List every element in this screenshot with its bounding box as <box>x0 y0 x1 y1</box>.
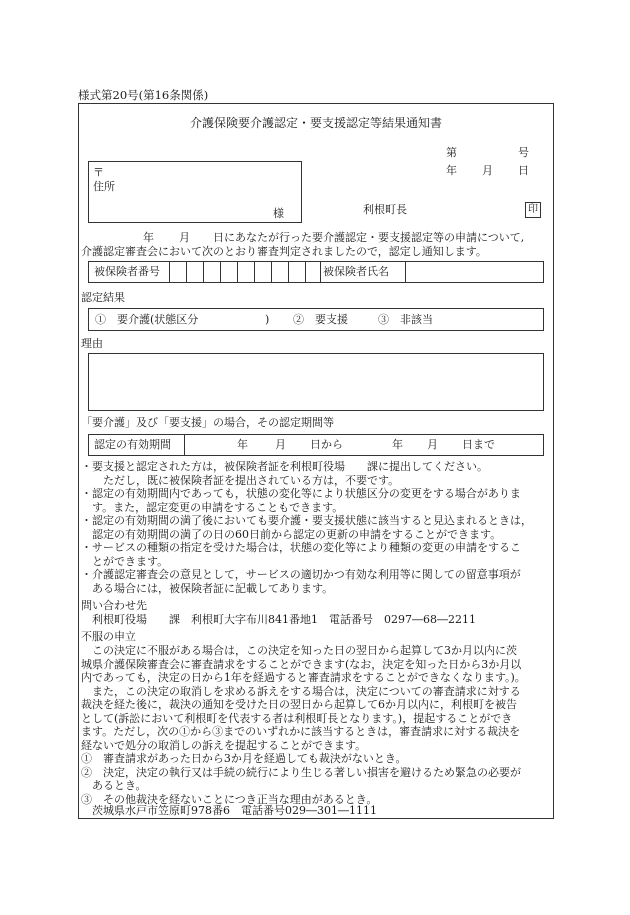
date-day: 日 <box>518 164 529 177</box>
period-from-month: 月 <box>275 438 286 451</box>
contact-heading: 問い合わせ先 <box>81 599 147 612</box>
appeal-line: として(訴訟において利根町を代表する者は利根町長となります。)，提起することができ <box>81 711 513 725</box>
number-go: 号 <box>518 146 529 159</box>
appeal-line: 城県介護保険審査会に審査請求をすることができます(なお，決定を知った日から3か月以 <box>81 657 522 671</box>
appeal-line: 茨城県水戸市笠原町978番6 電話番号029―301―1111 <box>81 804 377 817</box>
intro-year: 年 <box>143 231 154 244</box>
appeal-line: ① 審査請求があった日から3か月を経過しても裁決がないとき。 <box>81 752 407 765</box>
result-label: 認定結果 <box>81 291 125 304</box>
result-option-1-close: ) <box>265 313 270 326</box>
appeal-line: 経ないで処分の取消しの訴えを提起することができます。 <box>81 738 367 752</box>
address-label: 住所 <box>93 180 115 193</box>
note-line: とができます。 <box>81 554 169 568</box>
contact-line: 利根町役場 課 利根町大字布川841番地1 電話番号 0297―68―2211 <box>81 613 476 626</box>
note-line: ・認定の有効期間内であっても，状態の変化等により状態区分の変更をする場合がありま <box>81 487 521 500</box>
seal-mark: 印 <box>525 202 541 218</box>
date-month: 月 <box>482 164 493 177</box>
insured-name-label: 被保険者氏名 <box>323 265 389 278</box>
intro-line1: 日にあなたが行った要介護認定・要支援認定等の申請について, <box>213 231 525 244</box>
result-option-2: ② 要支援 <box>293 313 348 326</box>
appeal-line: この決定に不服がある場合は，この決定を知った日の翌日から起算して3か月以内に茨 <box>81 644 517 657</box>
appeal-line: あるとき。 <box>81 779 147 792</box>
note-line: す。また，認定変更の申請をすることもできます。 <box>81 500 344 514</box>
address-box <box>88 161 302 223</box>
result-option-3: ③ 非該当 <box>378 313 433 326</box>
note-line: ・認定の有効期間の満了後においても要介護・要支援状態に該当すると見込まれるときは， <box>81 514 532 527</box>
result-option-1: ① 要介護(状態区分 <box>95 313 199 326</box>
intro-month: 月 <box>179 231 190 244</box>
period-from-year: 年 <box>237 438 248 451</box>
appeal-line: 裁決を経た後に，裁決の通知を受けた日の翌日から起算して6か月以内に，利根町を被告 <box>81 698 517 711</box>
note-line: ・介護認定審査会の意見として，サービスの適切かつ有効な利用等に関しての留意事項が <box>81 568 521 581</box>
reason-box <box>88 353 544 411</box>
appeal-line: 内であっても，決定の日から1年を経過すると審査請求をすることができなくなります。)。 <box>81 671 526 684</box>
appeal-heading: 不服の申立 <box>81 630 136 643</box>
appeal-line: ② 決定，決定の執行又は手続の続行により生じる著しい損害を避けるため緊急の必要が <box>81 765 521 779</box>
postal-mark: 〒 <box>93 166 104 179</box>
note-line: ただし，既に被保険者証を提出されている方は，不要です。 <box>81 473 400 487</box>
note-line: ・要支援と認定された方は，被保険者証を利根町役場 課に提出してください。 <box>81 460 488 473</box>
document-title: 介護保険要介護認定・要支援認定等結果通知書 <box>189 116 442 130</box>
period-from-day: 日から <box>310 438 343 451</box>
note-line: 認定の有効期間の満了の日の60日前から認定の更新の申請をすることができます。 <box>81 527 502 541</box>
intro-line2: 介護認定審査会において次のとおり審査判定されましたので，認定し通知します。 <box>81 245 487 258</box>
number-dai: 第 <box>446 146 457 159</box>
sama-label: 様 <box>273 207 284 220</box>
appeal-line: ます。ただし，次の①から③までのいずれかに該当するときは，審査請求に対する裁決を <box>81 725 521 738</box>
period-heading: 「要介護」及び「要支援」の場合，その認定期間等 <box>81 416 334 429</box>
period-to-day: 日まで <box>462 438 495 451</box>
form-label: 様式第20号(第16条関係) <box>78 88 209 102</box>
appeal-line: ③ その他裁決を経ないことにつき正当な理由があるとき。 <box>81 792 378 806</box>
note-line: ・サービスの種類の指定を受けた場合は，状態の変化等により種類の変更の申請をするこ <box>81 541 521 554</box>
period-to-year: 年 <box>392 438 403 451</box>
reason-label: 理由 <box>81 337 103 350</box>
period-to-month: 月 <box>427 438 438 451</box>
insured-number-label: 被保険者番号 <box>94 265 160 278</box>
note-line: ある場合には，被保険者証に記載してあります。 <box>81 581 334 595</box>
appeal-line: また，この決定の取消しを求める訴えをする場合は，決定についての審査請求に対する <box>81 684 521 698</box>
issuer: 利根町長 <box>363 203 407 216</box>
period-label: 認定の有効期間 <box>94 438 171 451</box>
date-year: 年 <box>446 164 457 177</box>
